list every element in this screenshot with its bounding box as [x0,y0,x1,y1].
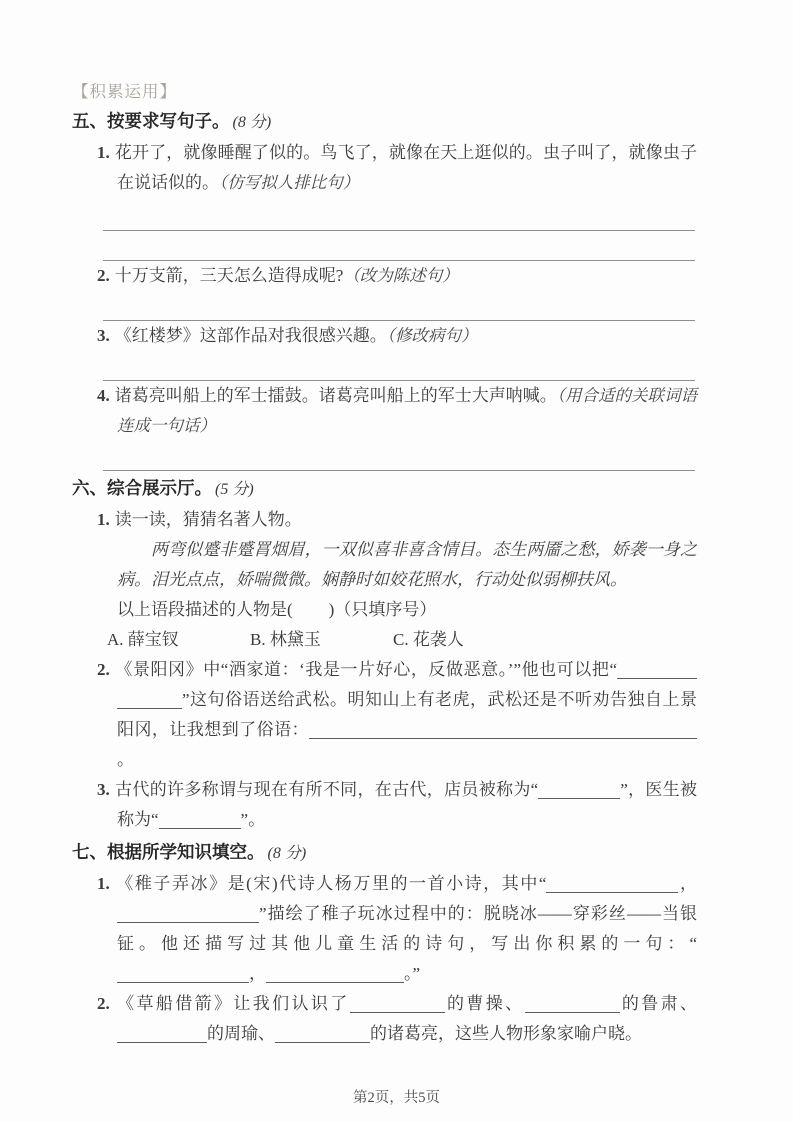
fill-blank [117,691,182,709]
question-5-2 [72,261,697,291]
section-7-score: (8 分) [267,845,307,862]
question-note: （仿写拟人排比句） [219,173,360,192]
question-number: 3. [97,326,110,345]
section-7-title: 七、根据所学知识填空。 [72,842,265,862]
question-5-3 [72,321,697,351]
section-5-heading [72,106,697,138]
fill-blank [350,995,445,1013]
section-6-heading [72,473,697,505]
fill-blank [159,905,259,923]
section-7-heading [72,837,697,869]
question-6-2: 2. 《景阳冈》中“酒家道：‘我是一片好心，反做恶意。’”他也可以把“”这句俗语送给武松。明知山上有老虎，武松还是不听劝告独自上景阳冈，让我想到了俗语：。 [97,660,697,769]
question-text: 花开了，就像睡醒了似的。鸟飞了，就像在天上逛似的。虫子叫了，就像虫子在说话似的。 [114,143,697,192]
question-number: 2. [97,660,110,679]
answer-line [103,441,695,471]
answer-space [293,601,329,615]
section-6-score: (5 分) [215,481,254,498]
question-text: 读一读，猜猜名著人物。 [114,510,302,529]
option-a: A. 薛宝钗 [107,630,179,649]
answer-line [103,351,695,381]
question-7-1: 1. 《稚子弄冰》是(宋)代诗人杨万里的一首小诗，其中“ ，”描绘了稚子玩冰过程中的：脱晓冰——穿彩丝——当银钲。他还描写过其他儿童生活的诗句，写出你积累的一句：“， 。” [97,874,698,983]
answer-prompt: 以上语段描述的人物是( )（只填序号） [117,600,437,619]
fill-blank [617,661,697,679]
question-text: 十万支箭，三天怎么造得成呢? [114,266,344,285]
question-number: 2. [97,266,110,285]
question-note: （用合适的关联词语连成一句话） [117,386,697,435]
question-number: 1. [97,874,110,893]
question-number: 4. [97,386,110,405]
fill-blank [525,995,620,1013]
section-6-title: 六、综合展示厅。 [72,478,212,498]
fill-blank [117,905,159,923]
answer-line [103,231,695,261]
answer-line [103,291,695,321]
page-content [72,80,697,1049]
fill-blank [304,965,404,983]
question-number: 3. [97,780,110,799]
fill-blank [546,875,678,893]
question-text: 《红楼梦》这部作品对我很感兴趣。 [114,326,387,345]
option-c: C. 花袭人 [393,630,464,649]
section-5-title: 五、按要求写句子。 [72,111,230,131]
fill-blank [275,1025,370,1043]
question-7-2: 2. 《草船借箭》让我们认识了 的曹操、 的鲁肃、的周瑜、 的诸葛亮，这些人物形象家喻户晓。 [97,994,697,1043]
page-number: 第2页，共5页 [353,1090,440,1106]
fill-blank [117,965,249,983]
question-6-1 [72,505,697,625]
question-note: （修改病句） [386,326,478,345]
fill-blank [117,1025,207,1043]
fill-blank [266,965,304,983]
fill-blank [309,721,697,739]
question-6-3: 3. 古代的许多称谓与现在有所不同，在古代，店员被称为“ ”，医生被称为“ ”。 [97,780,697,829]
question-number: 1. [97,510,110,529]
question-text: 诸葛亮叫船上的军士擂鼓。诸葛亮叫船上的军士大声呐喊。 [114,386,557,405]
choice-options [72,625,697,655]
question-5-1 [72,138,697,198]
question-number: 2. [97,994,110,1013]
fill-blank [538,781,620,799]
literature-passage: 两弯似蹙非蹙罥烟眉，一双似喜非喜含情目。态生两靥之愁，娇袭一身之病。泪光点点，娇喘微微。娴静时如姣花照水，行动处似弱柳扶风。 [117,540,697,589]
question-note: （改为陈述句） [343,266,459,285]
answer-line [103,201,695,231]
question-5-4 [72,381,697,441]
option-b: B. 林黛玉 [250,630,321,649]
category-label: 【积累运用】 [72,83,177,101]
question-number: 1. [97,143,110,162]
section-5-score: (8 分) [232,114,272,131]
fill-blank [159,811,241,829]
